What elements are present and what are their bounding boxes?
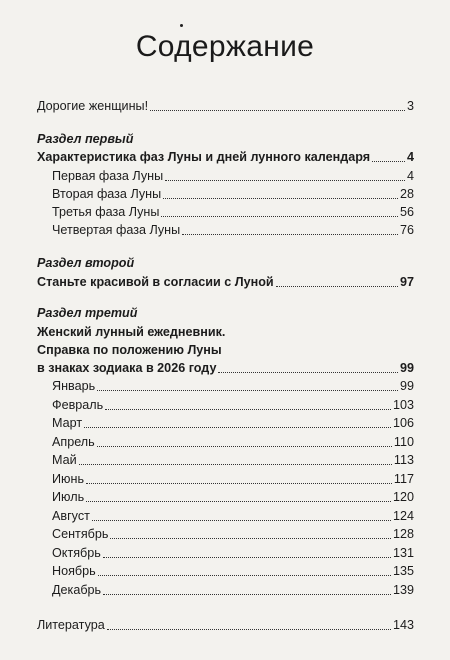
toc-entry-label: в знаках зодиака в 2026 году [37,361,217,375]
toc-entry-label: Станьте красивой в согласии с Луной [37,275,274,289]
toc-chapter-2[interactable] [37,274,414,290]
leader-dots [105,409,391,410]
leader-dots [150,110,405,111]
toc-month-may[interactable] [52,452,414,468]
toc-entry-label: Четвертая фаза Луны [52,223,181,237]
toc-entry-page: 113 [393,453,414,467]
toc-entry-label: Первая фаза Луны [52,169,164,183]
toc-chapter-1[interactable] [37,149,414,165]
toc-entry-page: 135 [392,564,414,578]
toc-entry-label: Характеристика фаз Луны и дней лунного календаря [37,150,371,164]
toc-entry-label: Апрель [52,435,95,449]
toc-item-phase-4[interactable] [52,222,414,238]
toc-month-november[interactable] [52,563,414,579]
toc-entry-page: 131 [392,546,414,560]
toc-month-february[interactable] [52,397,414,413]
toc-entry-label: Июль [52,490,85,504]
toc-item-phase-1[interactable] [52,168,414,184]
toc-chapter-3-line-1: Женский лунный ежедневник. [37,325,226,339]
section-heading-3: Раздел третий [37,306,138,320]
toc-item-phase-3[interactable] [52,204,414,220]
toc-entry-page: 4 [406,150,414,164]
toc-entry-page: 99 [399,361,414,375]
toc-entry-label: Литература [37,618,105,632]
toc-entry-page: 3 [406,99,414,113]
toc-month-march[interactable] [52,415,414,431]
toc-entry-intro[interactable] [37,98,414,114]
toc-entry-label: Март [52,416,83,430]
toc-entry-page: 143 [392,618,414,632]
leader-dots [84,427,391,428]
leader-dots [110,538,391,539]
toc-entry-label: Ноябрь [52,564,96,578]
leader-dots [372,161,405,162]
leader-dots [165,180,405,181]
leader-dots [182,234,398,235]
leader-dots [276,286,398,287]
leader-dots [86,501,391,502]
toc-entry-page: 106 [392,416,414,430]
leader-dots [86,483,392,484]
toc-entry-label: Август [52,509,90,523]
toc-entry-page: 28 [399,187,414,201]
toc-entry-page: 56 [399,205,414,219]
toc-entry-page: 139 [392,583,414,597]
leader-dots [161,216,398,217]
toc-month-october[interactable] [52,545,414,561]
toc-entry-label: Июнь [52,472,85,486]
toc-month-january[interactable] [52,378,414,394]
toc-item-phase-2[interactable] [52,186,414,202]
toc-entry-label: Сентябрь [52,527,109,541]
leader-dots [107,629,391,630]
toc-entry-page: 124 [392,509,414,523]
toc-entry-page: 4 [406,169,414,183]
leader-dots [163,198,398,199]
toc-month-april[interactable] [52,434,414,450]
leader-dots [79,464,392,465]
toc-entry-page: 110 [393,435,414,449]
toc-entry-label: Вторая фаза Луны [52,187,162,201]
toc-month-july[interactable] [52,489,414,505]
leader-dots [103,594,391,595]
toc-month-august[interactable] [52,508,414,524]
toc-entry-page: 128 [392,527,414,541]
toc-entry-label: Третья фаза Луны [52,205,160,219]
toc-entry-page: 76 [399,223,414,237]
toc-entry-label: Октябрь [52,546,101,560]
toc-month-june[interactable] [52,471,414,487]
section-heading-2: Раздел второй [37,256,135,270]
toc-entry-label: Февраль [52,398,104,412]
toc-entry-label: Январь [52,379,96,393]
toc-entry-literature[interactable] [37,617,414,633]
toc-entry-label: Декабрь [52,583,102,597]
toc-entry-label: Дорогие женщины! [37,99,149,113]
toc-month-september[interactable] [52,526,414,542]
leader-dots [218,372,398,373]
leader-dots [92,520,391,521]
leader-dots [97,390,398,391]
toc-entry-page: 120 [392,490,414,504]
page-title: Содержание [135,30,315,63]
leader-dots [103,557,391,558]
leader-dots [98,575,391,576]
toc-chapter-3[interactable] [37,360,414,376]
leader-dots [97,446,392,447]
toc-entry-page: 99 [399,379,414,393]
toc-entry-page: 117 [393,472,414,486]
toc-month-december[interactable] [52,582,414,598]
toc-entry-page: 103 [392,398,414,412]
print-mark [180,24,183,27]
toc-chapter-3-line-2: Справка по положению Луны [37,343,222,357]
toc-entry-label: Май [52,453,77,467]
section-heading-1: Раздел первый [37,132,134,146]
toc-entry-page: 97 [399,275,414,289]
